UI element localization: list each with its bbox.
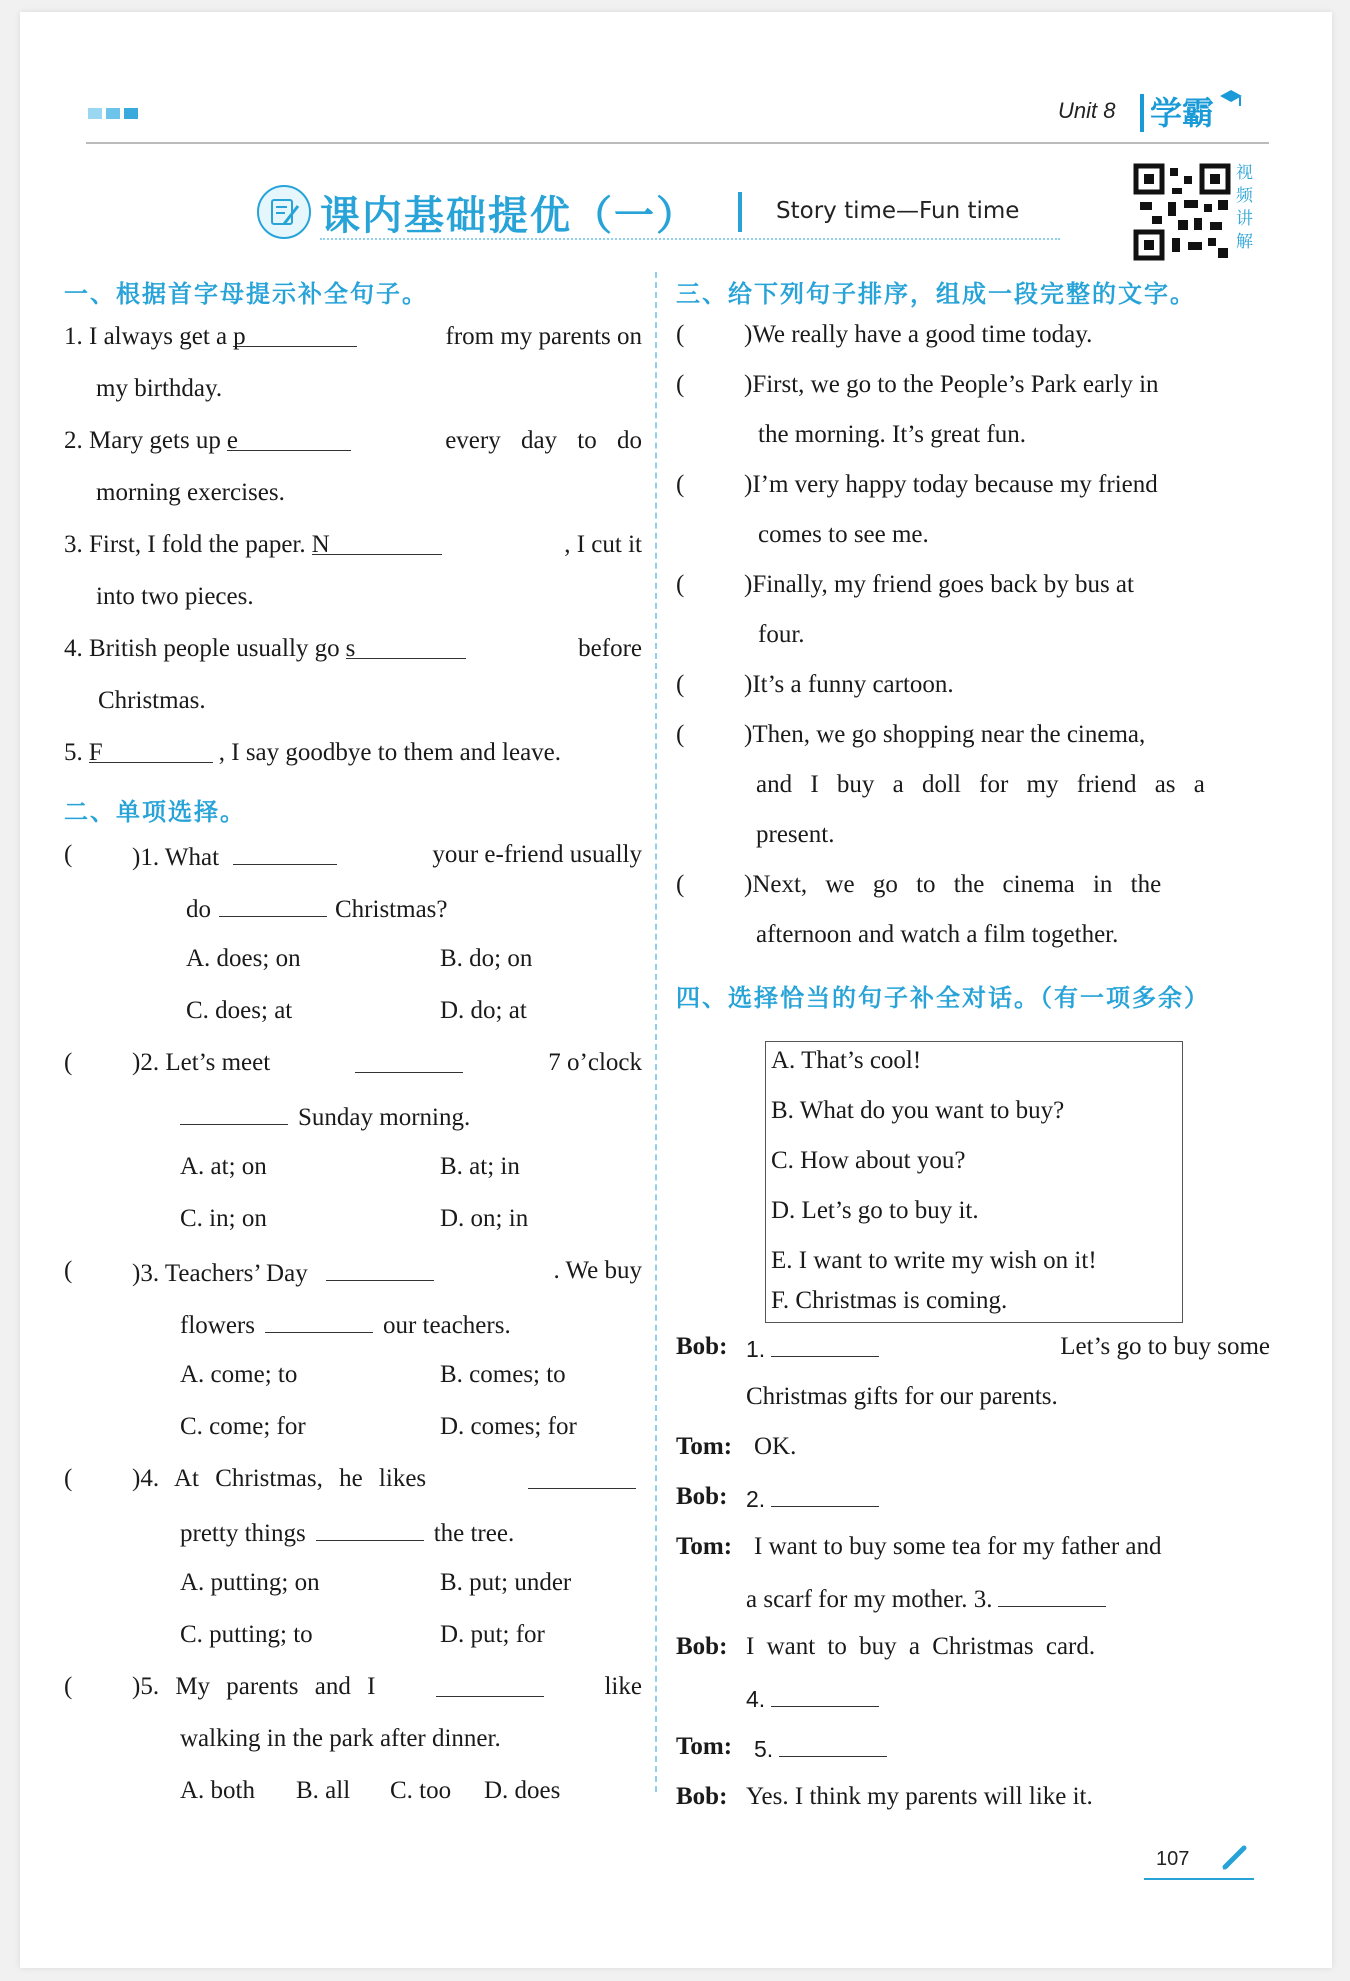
page-number: 107 [1156, 1848, 1190, 1870]
section-3-heading: 三、给下列句子排序，组成一段完整的文字。 [676, 280, 1196, 308]
s2-q3-line2 [180, 1308, 511, 1341]
s2-q1-text-c: do [186, 896, 211, 923]
s2-q1-text-d: Christmas? [335, 896, 448, 923]
s1-q4-line1 [64, 634, 642, 664]
dialogue-1-text: Let’s go to buy some [1060, 1333, 1270, 1360]
brand-text: 学霸 [1140, 94, 1214, 132]
brand-logo [1140, 88, 1244, 134]
s3-l4-paren[interactable]: ( [676, 571, 685, 598]
s3-l1: )We really have a good time today. [744, 321, 1093, 348]
s3-l6-paren[interactable]: ( [676, 721, 685, 748]
speaker-tom-1: Tom: [676, 1433, 733, 1460]
s1-q2-line2: morning exercises. [96, 479, 285, 506]
dialogue-3-blank[interactable] [771, 1482, 879, 1507]
dialogue-5-line1: I want to buy a Christmas card. [746, 1633, 1096, 1660]
dialogue-4-text: a scarf for my mother. 3. [746, 1586, 993, 1613]
s1-q3-text: 3. First, I fold the paper. [64, 531, 306, 558]
dialogue-options-box [765, 1041, 1183, 1323]
s2-q1-paren[interactable]: ( [64, 841, 73, 868]
s2-q1-blank-2[interactable] [219, 892, 327, 917]
s3-l3a: )I’m very happy today because my friend [744, 471, 1158, 498]
dialogue-6-blank[interactable] [779, 1732, 887, 1757]
s3-l2b: the morning. It’s great fun. [758, 421, 1026, 448]
footer-rule [1144, 1878, 1254, 1880]
s2-q4-text: )4. At Christmas, he likes [132, 1465, 427, 1492]
speaker-tom-3: Tom: [676, 1733, 733, 1760]
s2-q1-option-d[interactable]: D. do; at [440, 997, 527, 1024]
qr-label: 视频讲解 [1236, 163, 1253, 252]
option-b: B. What do you want to buy? [771, 1097, 1065, 1124]
s2-q4-line1 [132, 1464, 642, 1494]
s1-q4-hint: s [345, 635, 356, 662]
s2-q4-text-d: the tree. [433, 1520, 515, 1547]
s2-q2-text: )2. Let’s meet [132, 1049, 271, 1076]
header-decoration [88, 106, 138, 124]
s2-q2-paren[interactable]: ( [64, 1049, 73, 1076]
s2-q5-option-b[interactable]: B. all [296, 1777, 351, 1804]
speaker-bob-2: Bob: [676, 1483, 728, 1510]
s2-q3-text-d: our teachers. [382, 1312, 511, 1339]
s2-q3-line1 [132, 1256, 642, 1289]
s2-q5-option-a[interactable]: A. both [180, 1777, 255, 1804]
s2-q5-paren[interactable]: ( [64, 1673, 73, 1700]
s2-q5-line1 [132, 1672, 642, 1702]
s1-q5-text: 5. [64, 739, 83, 766]
s2-q3-text-b: . We buy [553, 1257, 642, 1284]
banner-subtitle: Story time—Fun time [776, 198, 1020, 224]
s2-q3-option-c[interactable]: C. come; for [180, 1413, 306, 1440]
s2-q3-option-d[interactable]: D. comes; for [440, 1413, 577, 1440]
s2-q1-line1 [132, 840, 642, 873]
dialogue-1-line2: Christmas gifts for our parents. [746, 1383, 1058, 1410]
s1-q2-line1 [64, 426, 642, 456]
dialogue-1-line1 [746, 1332, 1270, 1365]
dialogue-1-blank[interactable] [771, 1332, 879, 1357]
s3-l5: )It’s a funny cartoon. [744, 671, 954, 698]
s2-q2-option-d[interactable]: D. on; in [440, 1205, 529, 1232]
option-d: D. Let’s go to buy it. [771, 1197, 979, 1224]
header-rule [86, 142, 1269, 144]
mortarboard-icon [1218, 88, 1244, 110]
option-f: F. Christmas is coming. [771, 1287, 1008, 1314]
banner-title: 课内基础提优（一） [320, 193, 698, 239]
s1-q1-blank[interactable] [233, 322, 357, 350]
s1-q1-hint: p [233, 323, 246, 350]
s1-q4-text-b: before [578, 635, 642, 662]
s1-q1-text-b: from my parents on [445, 323, 642, 350]
s1-q3-hint: N [311, 531, 330, 558]
s3-l7a: )Next, we go to the cinema in the [744, 871, 1162, 898]
s2-q5-line2: walking in the park after dinner. [180, 1725, 501, 1752]
s2-q4-blank-2[interactable] [316, 1516, 424, 1541]
speaker-bob-1: Bob: [676, 1333, 728, 1360]
s2-q5-text-b: like [604, 1673, 642, 1700]
s2-q5-text: )5. My parents and I [132, 1673, 376, 1700]
s3-l3b: comes to see me. [758, 521, 929, 548]
s2-q3-option-b[interactable]: B. comes; to [440, 1361, 566, 1388]
s1-q2-text: 2. Mary gets up [64, 427, 221, 454]
s1-q3-text-b: , I cut it [564, 531, 642, 558]
s1-q4-line2: Christmas. [98, 687, 206, 714]
s2-q4-option-d[interactable]: D. put; for [440, 1621, 545, 1648]
s2-q2-blank-2[interactable] [180, 1100, 288, 1125]
s2-q1-text-b: your e-friend usually [432, 841, 642, 868]
s2-q2-blank-1[interactable] [355, 1048, 463, 1073]
s3-l6c: present. [756, 821, 835, 848]
s2-q3-text-c: flowers [180, 1312, 255, 1339]
s1-q1-text: 1. I always get a [64, 323, 228, 350]
s3-l6a: )Then, we go shopping near the cinema, [744, 721, 1146, 748]
dialogue-7: Yes. I think my parents will like it. [746, 1783, 1093, 1810]
s3-l3-paren[interactable]: ( [676, 471, 685, 498]
s2-q2-line2 [180, 1100, 470, 1133]
dialogue-1-num: 1. [746, 1336, 766, 1362]
s2-q3-option-a[interactable]: A. come; to [180, 1361, 298, 1388]
dialogue-4-line2 [746, 1582, 1112, 1615]
s2-q4-text-c: pretty things [180, 1520, 306, 1547]
s2-q4-paren[interactable]: ( [64, 1465, 73, 1492]
s1-q2-text-b: every day to do [445, 427, 642, 454]
s2-q3-blank-2[interactable] [265, 1308, 373, 1333]
dialogue-6-num: 5. [754, 1736, 774, 1762]
option-a: A. That’s cool! [771, 1047, 922, 1074]
speaker-tom-2: Tom: [676, 1533, 733, 1560]
speaker-bob-4: Bob: [676, 1783, 728, 1810]
dialogue-6 [754, 1732, 893, 1765]
dialogue-5-blank[interactable] [771, 1682, 879, 1707]
s1-q5-text-b: , I say goodbye to them and leave. [218, 739, 562, 766]
pencil-icon [1220, 1842, 1250, 1872]
s2-q3-paren[interactable]: ( [64, 1257, 73, 1284]
s3-l7b: afternoon and watch a film together. [756, 921, 1119, 948]
s2-q1-line2 [186, 892, 448, 925]
dialogue-5-num: 4. [746, 1686, 766, 1712]
option-c: C. How about you? [771, 1147, 966, 1174]
s2-q2-option-a[interactable]: A. at; on [180, 1153, 267, 1180]
s2-q4-blank-1[interactable] [528, 1464, 636, 1489]
s2-q2-line1 [132, 1048, 642, 1078]
qr-code-icon[interactable] [1132, 162, 1232, 262]
s1-q5-line1 [64, 738, 561, 768]
dialogue-3-num: 2. [746, 1486, 766, 1512]
option-e: E. I want to write my wish on it! [771, 1247, 1097, 1274]
s1-q3-line2: into two pieces. [96, 583, 254, 610]
dialogue-5-line2 [746, 1682, 885, 1715]
section-2-heading: 二、单项选择。 [64, 798, 246, 826]
s1-q2-hint: e [226, 427, 239, 454]
s2-q1-option-b[interactable]: B. do; on [440, 945, 533, 972]
s2-q5-option-c[interactable]: C. too [390, 1777, 452, 1804]
s2-q2-option-c[interactable]: C. in; on [180, 1205, 267, 1232]
s2-q1-option-a[interactable]: A. does; on [186, 945, 301, 972]
s2-q5-option-d[interactable]: D. does [484, 1777, 561, 1804]
speaker-bob-3: Bob: [676, 1633, 728, 1660]
s1-q3-blank[interactable] [311, 530, 442, 558]
column-divider [655, 272, 657, 1792]
s1-q5-blank[interactable] [88, 738, 213, 766]
s1-q4-blank[interactable] [345, 634, 466, 662]
dialogue-2: OK. [754, 1433, 797, 1460]
section-4-heading: 四、选择恰当的句子补全对话。（有一项多余） [676, 984, 1210, 1012]
section-1-heading: 一、根据首字母提示补全句子。 [64, 280, 428, 308]
s1-q4-text: 4. British people usually go [64, 635, 340, 662]
s1-q1-line1 [64, 322, 642, 352]
s2-q2-option-b[interactable]: B. at; in [440, 1153, 520, 1180]
s3-l4a: )Finally, my friend goes back by bus at [744, 571, 1134, 598]
s2-q4-option-c[interactable]: C. putting; to [180, 1621, 313, 1648]
s3-l4b: four. [758, 621, 805, 648]
dialogue-3 [746, 1482, 885, 1515]
pencil-notebook-icon [256, 184, 312, 240]
s2-q4-line2 [180, 1516, 514, 1549]
s2-q3-text: )3. Teachers’ Day [132, 1260, 308, 1287]
banner-bar [738, 192, 742, 232]
s3-l2a: )First, we go to the People’s Park early in [744, 371, 1159, 398]
s2-q3-blank-1[interactable] [326, 1256, 434, 1281]
worksheet-page [20, 12, 1332, 1968]
unit-label: Unit 8 [1058, 98, 1116, 123]
s2-q2-text-b: 7 o’clock [548, 1049, 642, 1076]
s2-q1-blank-1[interactable] [233, 840, 337, 865]
s3-l6b: and I buy a doll for my friend as a [756, 771, 1205, 798]
dialogue-4-line1: I want to buy some tea for my father and [754, 1533, 1162, 1560]
s2-q1-text: )1. What [132, 844, 220, 871]
s2-q5-blank[interactable] [436, 1672, 544, 1697]
s3-l5-paren[interactable]: ( [676, 671, 685, 698]
s2-q1-option-c[interactable]: C. does; at [186, 997, 293, 1024]
s3-l7-paren[interactable]: ( [676, 871, 685, 898]
s1-q1-line2: my birthday. [96, 375, 223, 402]
s2-q4-option-a[interactable]: A. putting; on [180, 1569, 320, 1596]
s1-q5-hint: F [88, 739, 103, 766]
s3-l2-paren[interactable]: ( [676, 371, 685, 398]
s3-l1-paren[interactable]: ( [676, 321, 685, 348]
s1-q2-blank[interactable] [226, 426, 351, 454]
s2-q4-option-b[interactable]: B. put; under [440, 1569, 572, 1596]
s1-q3-line1 [64, 530, 642, 560]
dialogue-4-blank[interactable] [998, 1582, 1106, 1607]
banner-dotted-rule [320, 238, 1060, 240]
s2-q2-text-c: Sunday morning. [298, 1104, 471, 1131]
